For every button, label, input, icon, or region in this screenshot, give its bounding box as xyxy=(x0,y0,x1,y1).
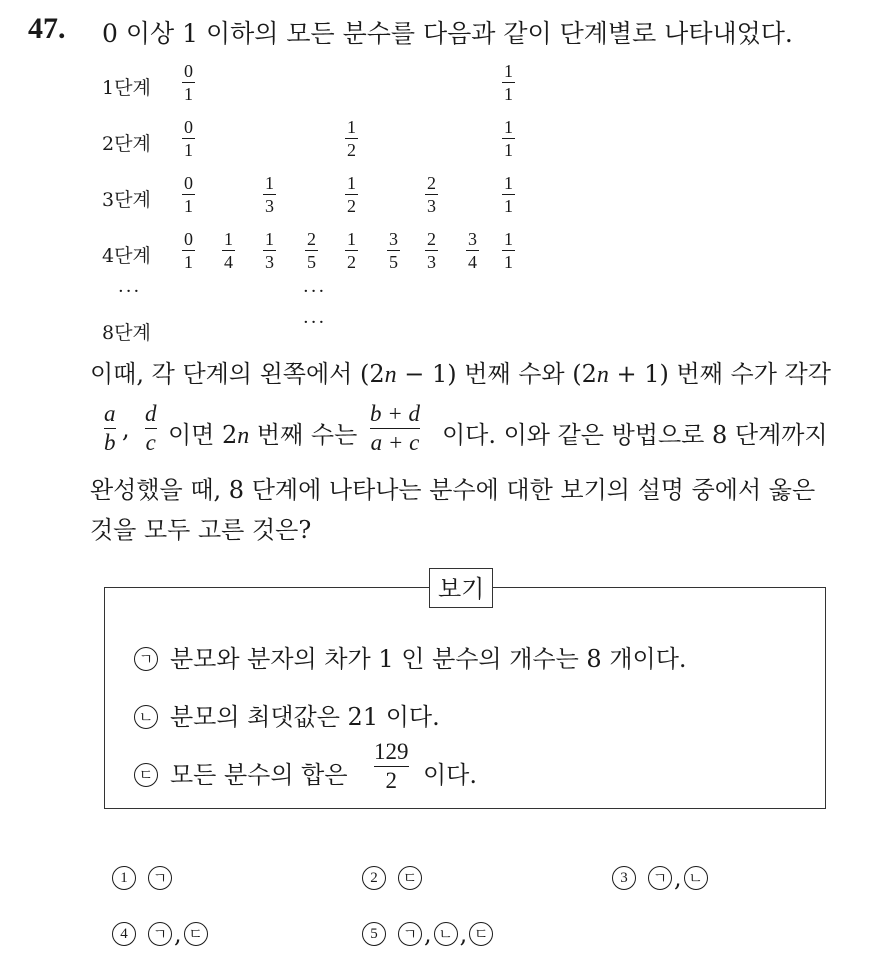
fraction-numerator: 3 xyxy=(468,229,477,249)
comma: , xyxy=(122,415,130,443)
paragraph-line-2-a: 이면 2n 번째 수는 xyxy=(168,421,358,449)
choice-separator: , xyxy=(459,920,468,948)
fraction-d-over-c: d c xyxy=(145,401,157,455)
choice-mark: ㄱ xyxy=(148,866,172,890)
circle-mark-nieun: ㄴ xyxy=(134,705,158,729)
stage-4-fraction xyxy=(345,230,358,271)
stage-1-label: 1단계 xyxy=(102,77,151,99)
circle-mark-giyeok: ㄱ xyxy=(134,647,158,671)
fraction-numerator: 2 xyxy=(307,229,316,249)
fraction-bar xyxy=(263,250,276,251)
fraction-denominator: 1 xyxy=(504,84,513,104)
fraction-numerator: 3 xyxy=(389,229,398,249)
fraction-numerator: 1 xyxy=(504,229,513,249)
circle-mark-digeut: ㄷ xyxy=(134,763,158,787)
fraction-numerator: 0 xyxy=(184,117,193,137)
stage-4-fraction xyxy=(263,230,276,271)
fraction-numerator: 1 xyxy=(504,173,513,193)
fraction-numerator: 1 xyxy=(347,173,356,193)
stage-4-fraction xyxy=(387,230,400,271)
choice-number: 5 xyxy=(362,922,386,946)
example-item-3: ㄷ 모든 분수의 합은 xyxy=(134,755,348,790)
example-box-title: 보기 xyxy=(429,568,493,608)
fraction-bar xyxy=(502,138,515,139)
question-number: 47. xyxy=(28,12,66,45)
fraction-denominator: 3 xyxy=(427,196,436,216)
paragraph-line-1: 이때, 각 단계의 왼쪽에서 (2n − 1) 번째 수와 (2n + 1) 번째 수가 각각 xyxy=(90,360,831,388)
fraction-denominator: 3 xyxy=(265,196,274,216)
choice-mark: ㄴ xyxy=(684,866,708,890)
fraction-numerator: 0 xyxy=(184,61,193,81)
stage-3-label: 3단계 xyxy=(102,189,151,211)
choice-1[interactable] xyxy=(112,864,184,892)
choice-number: 4 xyxy=(112,922,136,946)
stage-8-label: 8단계 xyxy=(102,322,151,344)
fraction-denominator: 1 xyxy=(504,252,513,272)
fraction-129-over-2: 129 2 xyxy=(374,739,409,793)
fraction-denominator: 1 xyxy=(184,84,193,104)
fraction-denominator: 2 xyxy=(347,140,356,160)
fraction-numerator: 1 xyxy=(504,61,513,81)
stage-4-fraction xyxy=(502,230,515,271)
fraction-mediant: b + d a + c xyxy=(370,401,421,455)
fraction-numerator: 0 xyxy=(184,173,193,193)
choice-mark: ㄷ xyxy=(184,922,208,946)
fraction-numerator: 0 xyxy=(184,229,193,249)
fraction-bar xyxy=(305,250,318,251)
fraction-denominator: 4 xyxy=(468,252,477,272)
choice-mark: ㄴ xyxy=(434,922,458,946)
fraction-denominator: 1 xyxy=(184,140,193,160)
paragraph-line-3: 완성했을 때, 8 단계에 나타나는 분수에 대한 보기의 설명 중에서 옳은 xyxy=(90,476,816,504)
choice-2[interactable] xyxy=(362,864,434,892)
choice-5[interactable] xyxy=(362,920,505,948)
fraction-bar xyxy=(222,250,235,251)
choice-number: 2 xyxy=(362,866,386,890)
fraction-bar xyxy=(345,250,358,251)
choice-mark: ㄱ xyxy=(148,922,172,946)
fraction-denominator: 2 xyxy=(347,196,356,216)
ellipsis-stage8: ··· xyxy=(303,312,327,333)
fraction-bar xyxy=(345,138,358,139)
stage-1-fraction xyxy=(502,62,515,103)
fraction-denominator: 1 xyxy=(504,196,513,216)
fraction-denominator: 4 xyxy=(224,252,233,272)
fraction-bar xyxy=(425,250,438,251)
fraction-denominator: 1 xyxy=(184,196,193,216)
fraction-bar xyxy=(345,194,358,195)
choice-separator: , xyxy=(174,920,182,948)
fraction-denominator: 2 xyxy=(347,252,356,272)
paragraph-line-2-b: 이다. 이와 같은 방법으로 8 단계까지 xyxy=(442,421,828,449)
stage-3-fraction xyxy=(425,174,438,215)
stage-2-fraction xyxy=(345,118,358,159)
ellipsis-middle: ··· xyxy=(303,281,327,302)
choice-separator: , xyxy=(424,920,432,948)
fraction-numerator: 1 xyxy=(504,117,513,137)
example-item-3-end: 이다. xyxy=(423,761,477,789)
choice-mark: ㄱ xyxy=(398,922,422,946)
fraction-denominator: 1 xyxy=(184,252,193,272)
choice-number: 1 xyxy=(112,866,136,890)
choice-3[interactable] xyxy=(612,864,720,892)
choice-mark: ㄱ xyxy=(648,866,672,890)
choice-mark: ㄷ xyxy=(469,922,493,946)
fraction-bar xyxy=(182,82,195,83)
choice-4[interactable] xyxy=(112,920,220,948)
fraction-bar xyxy=(182,194,195,195)
example-item-1: ㄱ 분모와 분자의 차가 1 인 분수의 개수는 8 개이다. xyxy=(134,639,687,674)
choice-number: 3 xyxy=(612,866,636,890)
choice-mark: ㄷ xyxy=(398,866,422,890)
fraction-numerator: 2 xyxy=(427,229,436,249)
question-stem: 0 이상 1 이하의 모든 분수를 다음과 같이 단계별로 나타내었다. xyxy=(102,19,793,48)
stage-4-fraction xyxy=(305,230,318,271)
fraction-bar xyxy=(425,194,438,195)
fraction-a-over-b: a b xyxy=(104,401,116,455)
paragraph-line-4: 것을 모두 고른 것은? xyxy=(90,516,312,544)
stage-4-fraction xyxy=(182,230,195,271)
fraction-denominator: 3 xyxy=(427,252,436,272)
fraction-denominator: 1 xyxy=(504,140,513,160)
fraction-bar xyxy=(387,250,400,251)
fraction-denominator: 3 xyxy=(265,252,274,272)
stage-2-fraction xyxy=(502,118,515,159)
fraction-denominator: 5 xyxy=(389,252,398,272)
fraction-numerator: 1 xyxy=(265,173,274,193)
fraction-bar xyxy=(263,194,276,195)
stage-3-fraction xyxy=(182,174,195,215)
fraction-bar xyxy=(502,250,515,251)
stage-3-fraction xyxy=(345,174,358,215)
fraction-numerator: 1 xyxy=(347,229,356,249)
fraction-numerator: 1 xyxy=(224,229,233,249)
stage-2-fraction xyxy=(182,118,195,159)
fraction-bar xyxy=(502,82,515,83)
stage-4-fraction xyxy=(222,230,235,271)
stage-1-fraction xyxy=(182,62,195,103)
stage-2-label: 2단계 xyxy=(102,133,151,155)
fraction-bar xyxy=(502,194,515,195)
fraction-numerator: 2 xyxy=(427,173,436,193)
example-item-2: ㄴ 분모의 최댓값은 21 이다. xyxy=(134,697,440,732)
fraction-numerator: 1 xyxy=(265,229,274,249)
stage-4-label: 4단계 xyxy=(102,245,151,267)
fraction-bar xyxy=(182,138,195,139)
fraction-bar xyxy=(466,250,479,251)
stage-3-fraction xyxy=(263,174,276,215)
fraction-numerator: 1 xyxy=(347,117,356,137)
fraction-denominator: 5 xyxy=(307,252,316,272)
ellipsis-left: ··· xyxy=(118,281,142,302)
stage-4-fraction xyxy=(425,230,438,271)
stage-4-fraction xyxy=(466,230,479,271)
fraction-bar xyxy=(182,250,195,251)
choice-separator: , xyxy=(674,864,682,892)
stage-3-fraction xyxy=(502,174,515,215)
